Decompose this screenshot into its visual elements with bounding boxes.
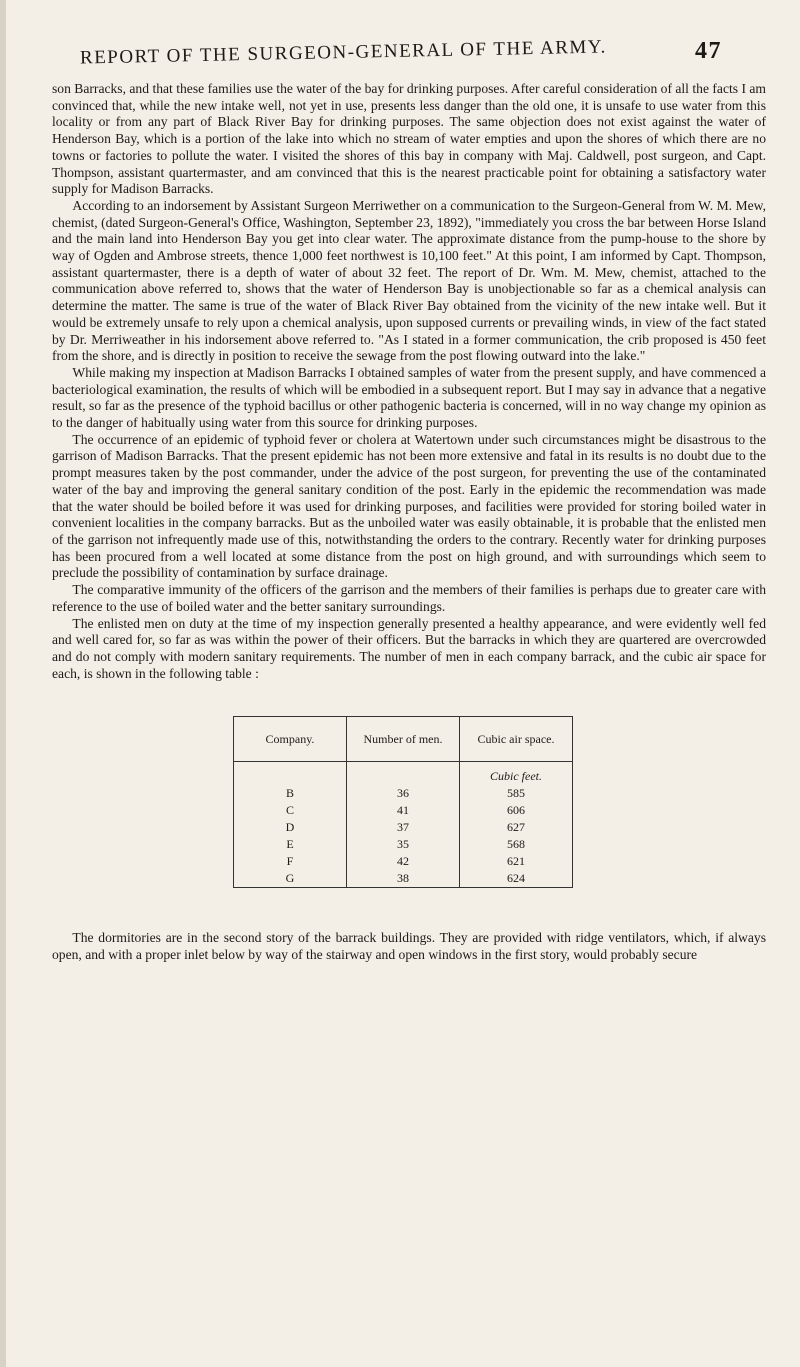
column-header: Company. [234,717,347,762]
paragraph: The occurrence of an epidemic of typhoid fever or cholera at Watertown under such circumstances might be disastrous to the garrison of Madison Barracks. That the present epidemic has not been more extensive and fatal in its results is no doubt due to the prompt measures taken by the post commander, under the advice of the post surgeon, for preventing the use of the contaminated water of the bay and improving the general sanitary condition of the post. Early in the epidemic the recommendation was made that the water should be boiled before it was used for drinking purposes, and facilities were provided for storing boiled water in convenient localities in the company barracks. But as the unboiled water was easily obtainable, it is probable that the enlisted men of the garrison not infrequently made use of this, notwithstanding the orders to the contrary. Recently water for drinking purposes has been procured from a well located at some distance from the post on high ground, and with surroundings which seem to preclude the possibility of contamination by surface drainage. [52,431,766,581]
paragraph: son Barracks, and that these families use the water of the bay for drinking purposes. After careful consideration of all the facts I am convinced that, while the new intake well, not yet in use, presents less danger than the old one, it is unsafe to use water from this locality or from any part of Black River Bay for drinking purposes. The same objection does not exist against the water of Henderson Bay, which is a portion of the lake into which no stream of water empties and upon the shores of which there are no towns or factories to pollute the water. I visited the shores of this bay in company with Maj. Caldwell, post surgeon, and Capt. Thompson, assistant quartermaster, and am convinced that this is the nearest practicable point for obtaining a satisfactory water supply for Madison Barracks. [52,81,766,197]
table-cell: G [234,870,347,888]
table-container [40,716,766,888]
paragraph: The comparative immunity of the officers of the garrison and the members of their families is perhaps due to greater care with reference to the use of boiled water and the better sanitary surroundings. [52,582,766,614]
table-row [234,853,573,870]
table-cell [234,762,347,786]
column-header: Number of men. [347,717,460,762]
barracks-table [233,716,573,888]
table-cell: 606 [460,802,573,819]
unit-note: Cubic feet. [460,762,573,786]
table-cell: 624 [460,870,573,888]
table-cell: B [234,785,347,802]
table-row [234,819,573,836]
paragraph: The dormitories are in the second story of the barrack buildings. They are provided with ridge ventilators, which, if always open, and with a proper inlet below by way of the stairway and open windows in the first story, would probably secure [52,930,766,963]
table-cell: 568 [460,836,573,853]
table-cell [347,762,460,786]
paragraph: The enlisted men on duty at the time of my inspection generally presented a healthy appearance, and were evidently well fed and well cared for, so far as was within the power of their officers. But the barracks in which they are quartered are overcrowded and do not comply with modern sanitary requirements. The number of men in each company barrack, and the cubic air space for each, is shown in the following table : [52,615,766,681]
body-text [40,81,766,682]
table-cell: 42 [347,853,460,870]
column-header: Cubic air space. [460,717,573,762]
closing-text [40,930,766,963]
table-cell: C [234,802,347,819]
table-cell: D [234,819,347,836]
table-cell: E [234,836,347,853]
header-title: REPORT OF THE SURGEON-GENERAL OF THE ARMY. [79,36,608,69]
table-row [234,836,573,853]
table-cell: 38 [347,870,460,888]
table-cell: 37 [347,819,460,836]
table-cell: 36 [347,785,460,802]
table-row [234,870,573,888]
table-cell: 41 [347,802,460,819]
table-cell: F [234,853,347,870]
table-cell: 35 [347,836,460,853]
page-number: 47 [695,38,722,64]
table-cell: 585 [460,785,573,802]
table-cell: 621 [460,853,573,870]
paragraph: According to an indorsement by Assistant Surgeon Merriwether on a communication to the Surgeon-General from W. M. Mew, chemist, (dated Surgeon-General's Office, Washington, September 23, 1892), "immediately you cross the bar between Horse Island and the main land into Henderson Bay you get into clear water. The approximate distance from the pump-house to the shore by way of Ogden and Ambrose streets, thence 1,000 feet northwest is 10,100 feet." At this point, I am informed by Capt. Thompson, assistant quartermaster, there is a depth of water of about 32 feet. The report of Dr. Wm. M. Mew, chemist, attached to the communication above referred to, shows that the water of Henderson Bay is unobjectionable so far as a chemical analysis can determine the matter. The same is true of the water of Black River Bay obtained from the vicinity of the new intake well. But it would be extremely unsafe to rely upon a chemical analysis, upon supposed currents or prevailing winds, in view of the fact stated by Dr. Merriweather in his indorsement above referred to. "As I stated in a former communication, the crib proposed is 450 feet from the shore, and is directly in position to receive the sewage from the post flowing outward into the lake." [52,197,766,364]
paragraph: While making my inspection at Madison Barracks I obtained samples of water from the present supply, and have commenced a bacteriological examination, the results of which will be embodied in a subsequent report. But I may say in advance that a negative result, so far as the presence of the typhoid bacillus or other pathogenic bacteria is concerned, will in no way change my opinion as to the danger of habitually using water from this source for drinking purposes. [52,364,766,431]
table-row [234,785,573,802]
table-cell: 627 [460,819,573,836]
running-header [79,36,758,69]
table-row [234,802,573,819]
